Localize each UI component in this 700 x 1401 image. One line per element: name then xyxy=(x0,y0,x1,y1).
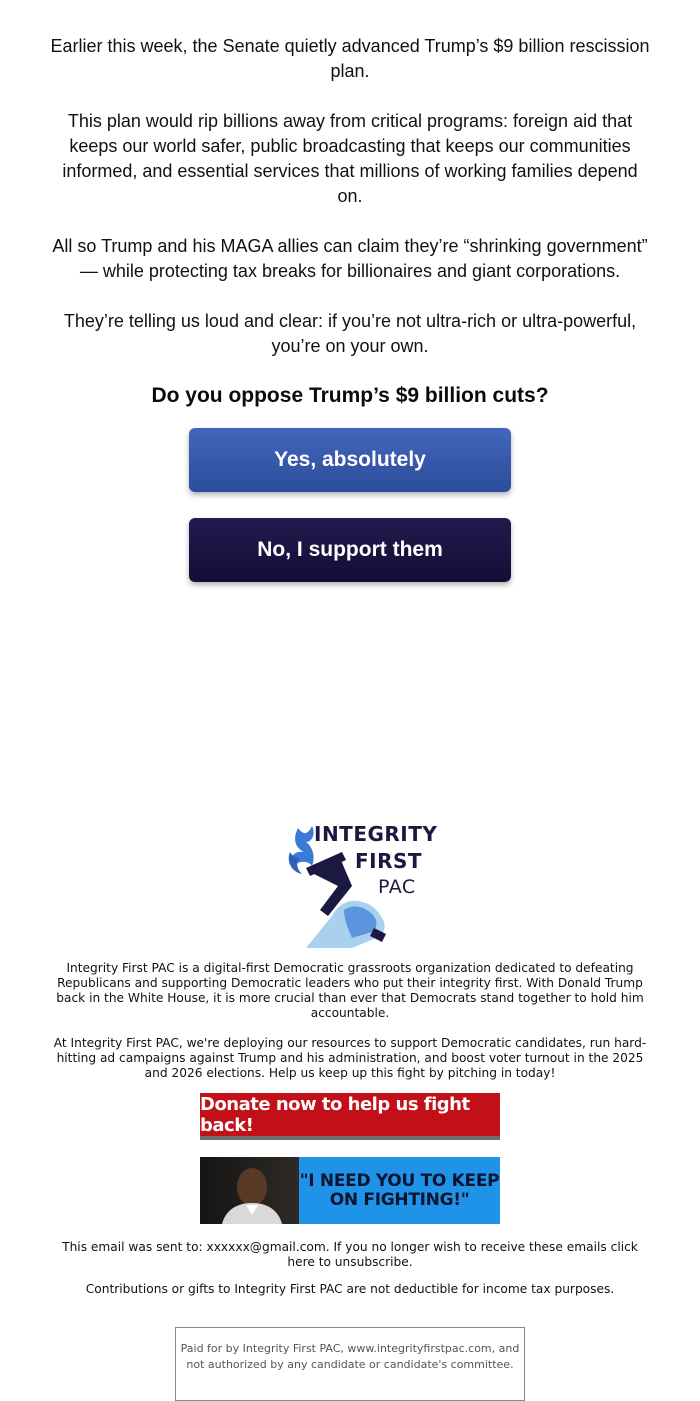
banner-text: "I NEED YOU TO KEEP ON FIGHTING!" xyxy=(299,1157,500,1224)
about-paragraph-1: Integrity First PAC is a digital-first Democratic grassroots organization dedicated to defeating Republicans and supporting Democratic leaders who put their integrity first. With Donald Trump back in the White House, it is more crucial than ever that Democrats stand together to hold him accountable. xyxy=(56,961,644,1020)
logo-line-first: FIRST xyxy=(355,849,423,873)
logo-line-integrity: INTEGRITY xyxy=(314,822,438,846)
paid-for-disclaimer: Paid for by Integrity First PAC, www.integrityfirstpac.com, and not authorized by any candidate or candidate's committee. xyxy=(175,1327,525,1401)
speaker-photo xyxy=(200,1157,299,1224)
intro-paragraph-3: All so Trump and his MAGA allies can claim they’re “shrinking government” — while protecting tax breaks for billionaires and giant corporations. xyxy=(52,236,648,281)
tax-notice: Contributions or gifts to Integrity First PAC are not deductible for income tax purposes. xyxy=(85,1282,615,1296)
poll-question: Do you oppose Trump’s $9 billion cuts? xyxy=(151,384,549,407)
integrity-first-pac-logo xyxy=(282,820,438,950)
email-body xyxy=(50,34,650,384)
about-paragraph-2: At Integrity First PAC, we're deploying our resources to support Democratic candidates, run hard-hitting ad campaigns against Trump and his administration, and boost voter turnout in the 2025 and 2026 elections. Help us keep up this fight by pitching in today! xyxy=(53,1036,647,1080)
intro-paragraph-4: They’re telling us loud and clear: if you’re not ultra-rich or ultra-powerful, you’re on your own. xyxy=(63,311,637,356)
logo-line-pac: PAC xyxy=(378,876,416,898)
intro-paragraph-1: Earlier this week, the Senate quietly advanced Trump’s $9 billion rescission plan. xyxy=(50,36,650,81)
keep-fighting-banner[interactable] xyxy=(200,1157,500,1224)
intro-paragraph-2: This plan would rip billions away from critical programs: foreign aid that keeps our world safer, public broadcasting that keeps our communities informed, and essential services that millions of working families depend on. xyxy=(62,111,638,206)
yes-button[interactable]: Yes, absolutely xyxy=(189,428,511,492)
donate-button[interactable]: Donate now to help us fight back! xyxy=(200,1093,500,1140)
no-button[interactable]: No, I support them xyxy=(189,518,511,582)
email-notice[interactable]: This email was sent to: xxxxxx@gmail.com. If you no longer wish to receive these emails click here to unsubscribe. xyxy=(62,1240,638,1269)
